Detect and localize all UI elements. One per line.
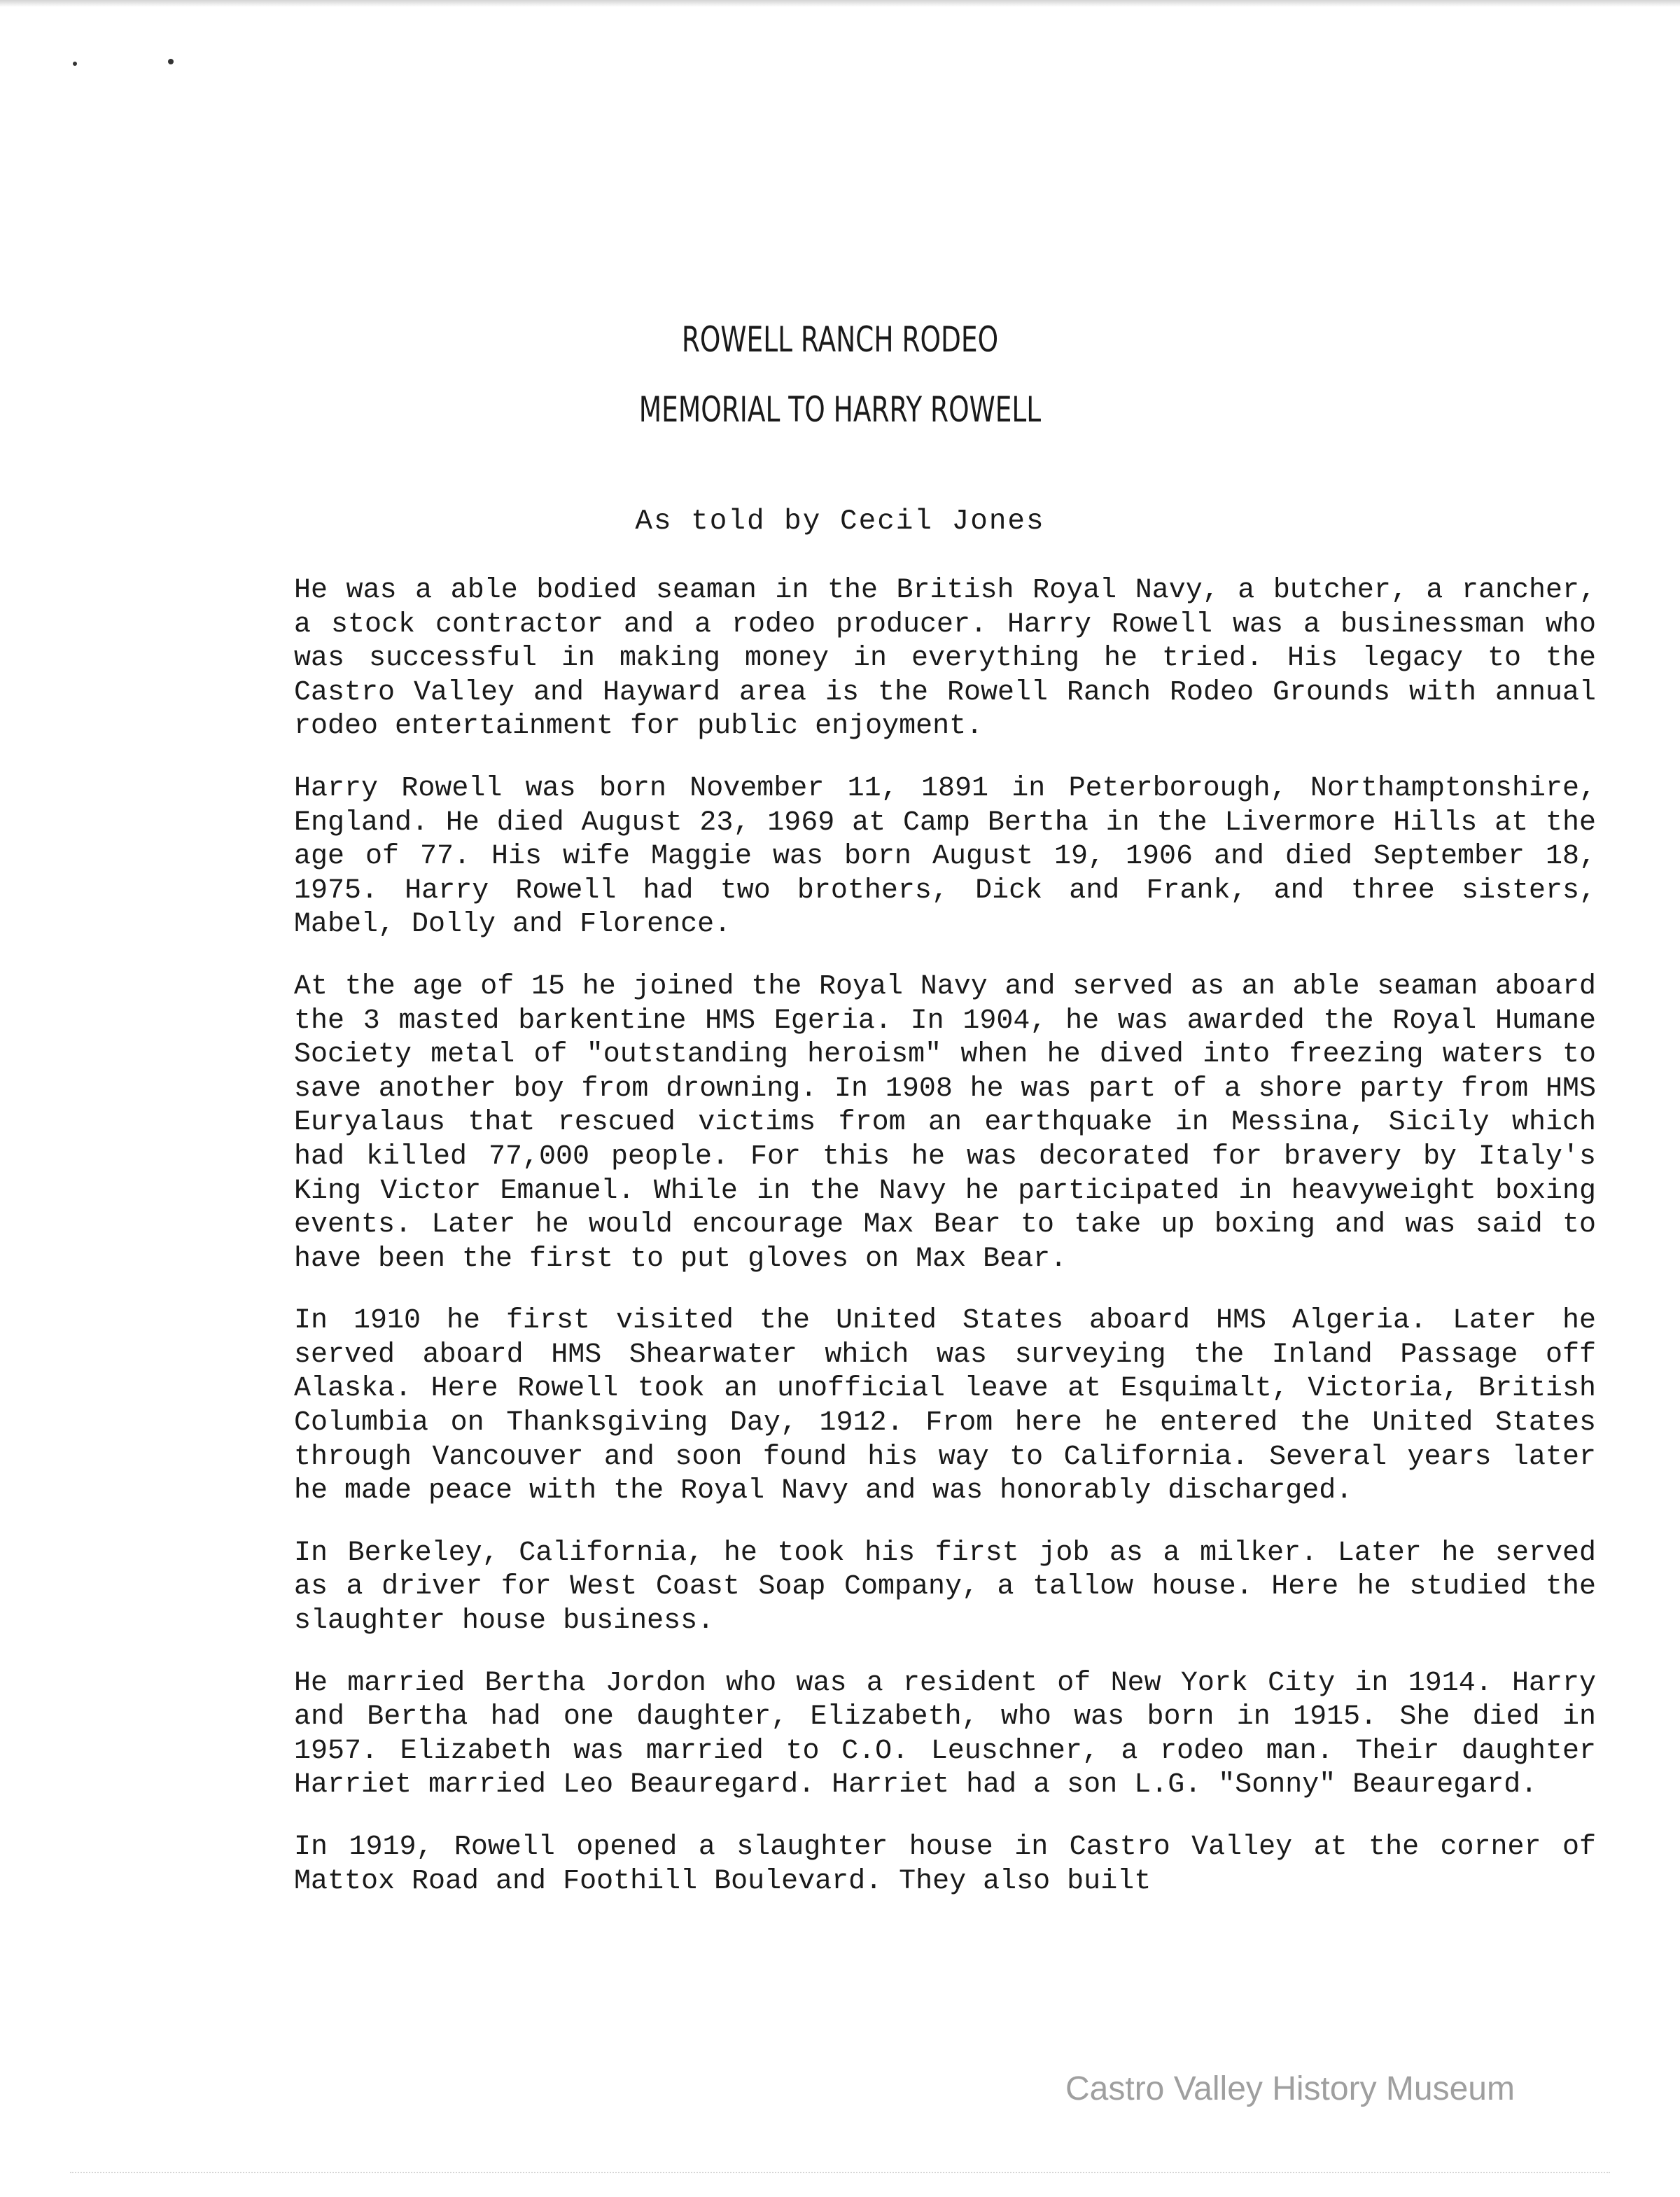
scan-speck bbox=[73, 62, 77, 66]
paragraph: Harry Rowell was born November 11, 1891 in Peterborough, Northamptonshire, England. He died August 23, 1969 at Camp Bertha in the Livermore Hills at the age of 77. His wife Maggie was born August 19, 1906 and died September 18, 1975. Harry Rowell had two brothers, Dick and Frank, and three sisters, Mabel, Dolly and Florence. bbox=[294, 772, 1596, 941]
document-body bbox=[294, 574, 1596, 1927]
subtitle: As told by Cecil Jones bbox=[635, 505, 1045, 538]
scan-bottom-marks bbox=[70, 2172, 1610, 2179]
title-line-2: MEMORIAL TO HARRY ROWELL bbox=[638, 389, 1042, 430]
scan-speck bbox=[168, 59, 174, 64]
paragraph: He was a able bodied seaman in the British Royal Navy, a butcher, a rancher, a stock contractor and a rodeo producer. Harry Rowell was a businessman who was successful in making money in everything he tried. His legacy to the Castro Valley and Hayward area is the Rowell Ranch Rodeo Grounds with annual rodeo entertainment for public enjoyment. bbox=[294, 575, 1596, 743]
paragraph: In 1919, Rowell opened a slaughter house in Castro Valley at the corner of Mattox Road and Foothill Boulevard. They also built bbox=[294, 1832, 1596, 1897]
watermark: Castro Valley History Museum bbox=[1065, 2070, 1515, 2107]
paragraph: He married Bertha Jordon who was a resident of New York City in 1914. Harry and Bertha had one daughter, Elizabeth, who was born in 1915. She died in 1957. Elizabeth was married to C.O. Leuschner, a rodeo man. Their daughter Harriet married Leo Beauregard. Harriet had a son L.G. "Sonny" Beauregard. bbox=[294, 1667, 1596, 1801]
title-line-1: ROWELL RANCH RODEO bbox=[681, 319, 999, 360]
paragraph: In Berkeley, California, he took his first job as a milker. Later he served as a driver for West Coast Soap Company, a tallow house. Here he studied the slaughter house business. bbox=[294, 1537, 1596, 1638]
paragraph: At the age of 15 he joined the Royal Navy and served as an able seaman aboard the 3 masted barkentine HMS Egeria. In 1904, he was awarded the Royal Humane Society metal of "outstanding heroism" when he dived into freezing waters to save another boy from drowning. In 1908 he was part of a shore party from HMS Euryalaus that rescued victims from an earthquake in Messina, Sicily which had killed 77,000 people. For this he was decorated for bravery by Italy's King Victor Emanuel. While in the Navy he participated in heavyweight boxing events. Later he would encourage Max Bear to take up boxing and was said to have been the first to put gloves on Max Bear. bbox=[294, 970, 1596, 1275]
paragraph: In 1910 he first visited the United States aboard HMS Algeria. Later he served aboard HMS Shearwater which was surveying the Inland Passage off Alaska. Here Rowell took an unofficial leave at Esquimalt, Victoria, British Columbia on Thanksgiving Day, 1912. From here he entered the United States through Vancouver and soon found his way to California. Several years later he made peace with the Royal Navy and was honorably discharged. bbox=[294, 1305, 1596, 1507]
page-top-edge bbox=[0, 0, 1680, 7]
